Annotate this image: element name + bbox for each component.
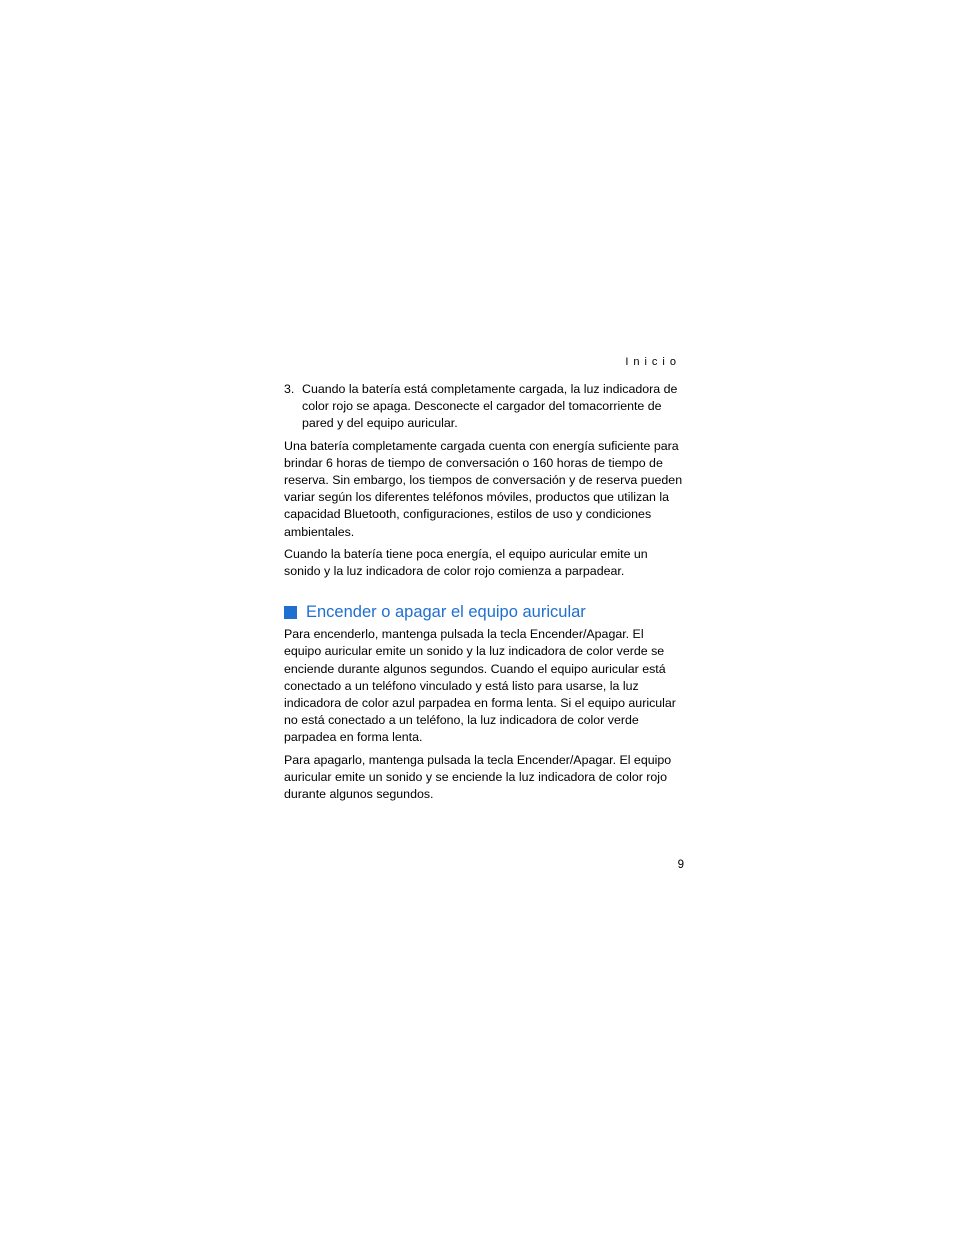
page-number: 9 <box>677 859 684 871</box>
running-header: Inicio <box>625 356 681 368</box>
section-heading-text: Encender o apagar el equipo auricular <box>306 603 586 622</box>
power-on-paragraph: Para encenderlo, mantenga pulsada la tecla Encender/Apagar. El equipo auricular emite un sonido y la luz indicadora de color verde se enciende durante algunos segundos. Cuando el equipo auricular está conectado a un teléfono vinculado y está listo para usarse, la luz indicadora de color azul parpadea en forma lenta. Si el equipo auricular no está conectado a un teléfono, la luz indicadora de color verde parpadea en forma lenta. <box>284 627 676 745</box>
low-battery-paragraph: Cuando la batería tiene poca energía, el equipo auricular emite un sonido y la luz indicadora de color rojo comienza a parpadear. <box>284 546 648 579</box>
step-text: Cuando la batería está completamente cargada, la luz indicadora de color rojo se apaga. Desconecte el cargador del tomacorriente de pared y del equipo auricular. <box>302 382 678 431</box>
step-number: 3. <box>284 382 295 396</box>
battery-capacity-paragraph: Una batería completamente cargada cuenta con energía suficiente para brindar 6 horas de tiempo de conversación o 160 horas de tiempo de reserva. Sin embargo, los tiempos de conversación y de reserva pueden variar según los diferentes teléfonos móviles, productos que utilizan la capacidad Bluetooth, configuraciones, estilos de uso y condiciones ambientales. <box>284 438 683 539</box>
page-content <box>284 381 684 808</box>
section-heading <box>284 601 684 623</box>
square-bullet-icon <box>284 606 297 619</box>
step-3 <box>284 381 684 433</box>
power-off-paragraph: Para apagarlo, mantenga pulsada la tecla Encender/Apagar. El equipo auricular emite un sonido y se enciende la luz indicadora de color rojo durante algunos segundos. <box>284 752 672 802</box>
